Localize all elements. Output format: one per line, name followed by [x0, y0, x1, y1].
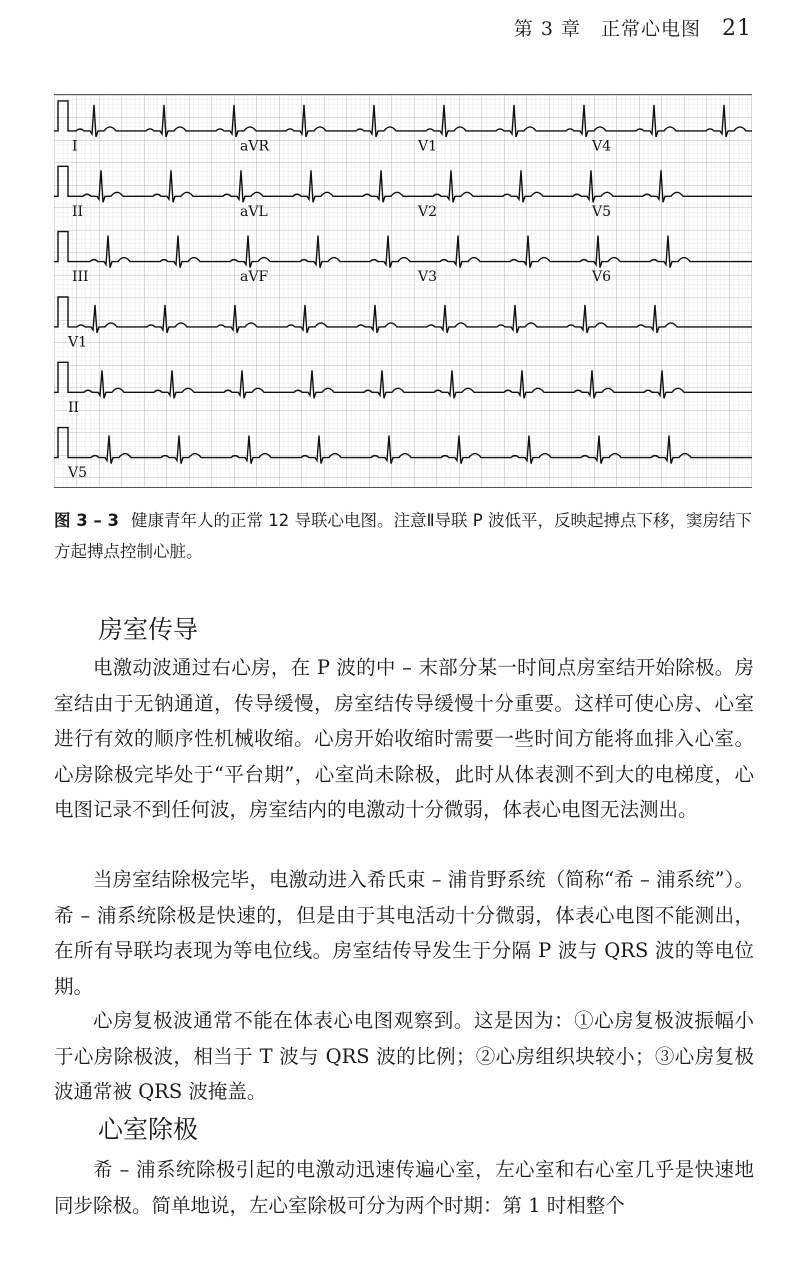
lead-label: V5	[592, 203, 612, 220]
ecg-grid	[54, 95, 752, 487]
lead-label: V3	[418, 269, 438, 286]
paragraph: 心房复极波通常不能在体表心电图观察到。这是因为：①心房复极波振幅小于心房除极波，相当于 T 波与 QRS 波的比例；②心房组织块较小；③心房复极波通常被 QRS 波掩盖。	[54, 1009, 754, 1103]
lead-label: aVF	[240, 269, 269, 286]
lead-label: V5	[68, 465, 88, 482]
chapter-title: 第 3 章 正常心电图	[513, 18, 701, 40]
paragraph: 当房室结除极完毕，电激动进入希氏束 – 浦肯野系统（简称“希 – 浦系统”）。希 – 浦系统除极是快速的，但是由于其电活动十分微弱，体表心电图不能测出，在所有导联均表现为等电位线。房室结传导发生于分隔 P 波与 QRS 波的等电位期。	[54, 868, 754, 998]
lead-label: V6	[592, 269, 612, 286]
page-number: 21	[722, 16, 752, 41]
lead-label: III	[72, 269, 89, 286]
section-title-ventricular-depolarization: 心室除极	[98, 1115, 199, 1144]
lead-label: aVR	[240, 138, 269, 155]
section-title-av-conduction: 房室传导	[98, 615, 199, 644]
lead-label: I	[72, 138, 78, 155]
paragraph: 电激动波通过右心房，在 P 波的中 – 末部分某一时间点房室结开始除极。房室结由于无钠通道，传导缓慢，房室结传导缓慢十分重要。这样可使心房、心室进行有效的顺序性机械收缩。心房开始收缩时需要一些时间方能将血排入心室。心房除极完毕处于“平台期”，心室尚未除极，此时从体表测不到大的电梯度，心电图记录不到任何波，房室结内的电激动十分微弱，体表心电图无法测出。	[54, 656, 754, 821]
paragraph: 希 – 浦系统除极引起的电激动迅速传遍心室，左心室和右心室几乎是快速地同步除极。简单地说，左心室除极可分为两个时期：第 1 时相整个	[54, 1158, 754, 1217]
page-header	[514, 14, 752, 41]
lead-label: II	[68, 399, 80, 416]
ecg-chart	[54, 95, 752, 487]
figure-caption	[54, 505, 754, 567]
lead-label: V2	[418, 203, 438, 220]
lead-label: aVL	[240, 203, 268, 220]
lead-label: V1	[418, 138, 438, 155]
lead-label: II	[72, 203, 84, 220]
figure-label: 图 3 – 3	[54, 511, 119, 530]
lead-label: V1	[68, 334, 88, 351]
lead-label: V4	[592, 138, 612, 155]
ecg-figure	[54, 94, 752, 488]
figure-caption-text: 健康青年人的正常 12 导联心电图。注意Ⅱ导联 P 波低平，反映起搏点下移，窦房结下方起搏点控制心脏。	[54, 511, 752, 561]
